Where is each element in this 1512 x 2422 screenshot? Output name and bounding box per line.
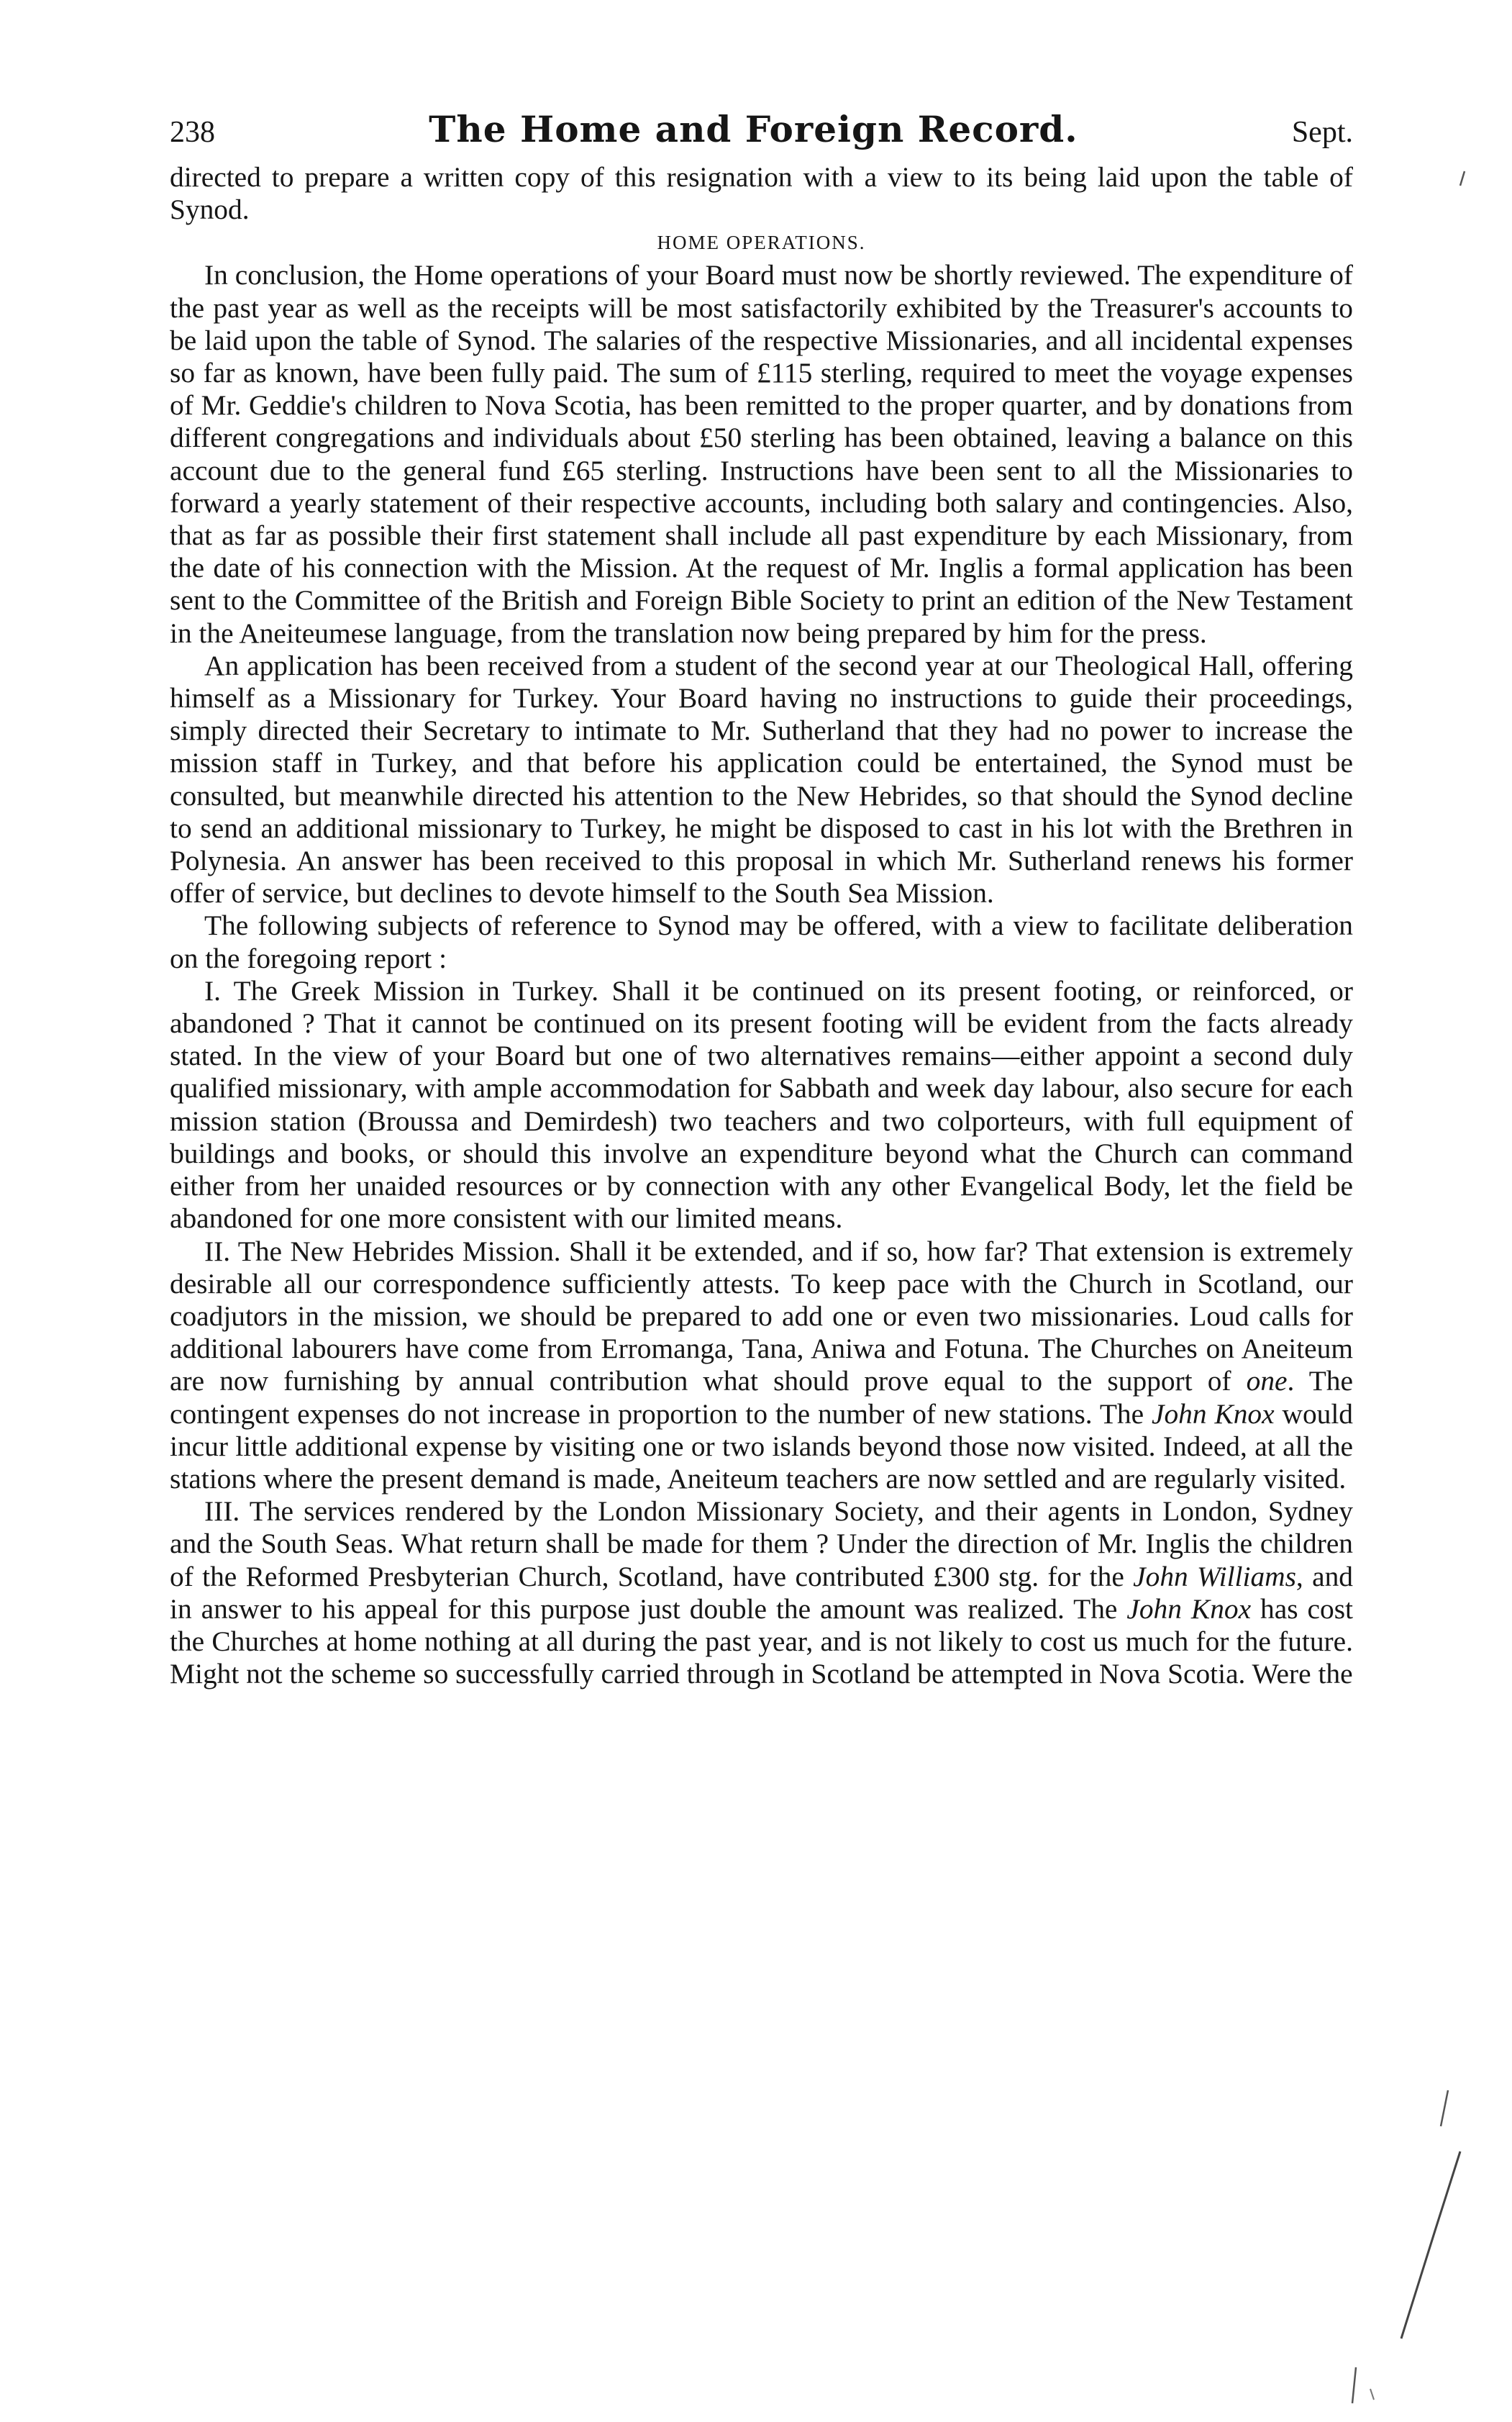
paragraph-references-intro: The following subjects of reference to Synod may be offered, with a view to facilitate deliberation on the foregoing report : xyxy=(170,910,1353,974)
pencil-stroke xyxy=(1441,2090,1448,2126)
paragraph-home-operations: In conclusion, the Home operations of your Board must now be shortly reviewed. The expenditure of the past year as well as the receipts will be most satisfactorily exhibited by the Treasurer's accounts to be laid upon the table of Synod. The salaries of the respective Missionaries, and all incidental expenses so far as known, have been fully paid. The sum of £115 sterling, required to meet the voyage expenses of Mr. Geddie's children to Nova Scotia, has been remitted to the proper quarter, and by donations from different congregations and individuals about £50 sterling has been obtained, leaving a balance on this account due to the general fund £65 sterling. Instructions have been sent to all the Missionaries to forward a yearly statement of their respective accounts, including both salary and contingencies. Also, that as far as possible their first statement shall include all past expenditure by each Missionary, from the date of his connection with the Mission. At the request of Mr. Inglis a formal application has been sent to the Committee of the British and Foreign Bible Society to print an edition of the New Testament in the Aneiteumese language, from the translation now being prepared by him for the press. xyxy=(170,259,1353,649)
text-run: . The contingent expenses do not increase in proportion to the number of new stations. The xyxy=(170,1365,1353,1430)
page-number: 238 xyxy=(170,116,215,149)
pencil-stroke xyxy=(1370,2389,1374,2400)
section-heading: HOME OPERATIONS. xyxy=(657,232,866,254)
pencil-stroke xyxy=(1401,2151,1460,2339)
text-run: III. The services rendered by the London Missionary Society, and their agents in London, Sydney and the South Seas. What return shall be made for them ? Under the direction of Mr. Inglis the children of the Reformed Presbyterian Church, Scotland, have contributed £300 stg. for the xyxy=(170,1495,1353,1592)
pencil-stroke xyxy=(1352,2367,1356,2403)
ship-name: John Knox xyxy=(1151,1397,1275,1430)
paragraph-resignation: directed to prepare a written copy of this resignation with a view to its being laid upon the table of Synod. xyxy=(170,161,1353,226)
paragraph-greek-mission: I. The Greek Mission in Turkey. Shall it be continued on its present footing, or reinforced, or abandoned ? That it cannot be continued on its present footing will be evident from the facts already stated. In the view of your Board but one of two alternatives remains—either appoint a second duly qualified missionary, with ample accommodation for Sabbath and week day labour, also secure for each mission station (Broussa and Demirdesh) two teachers and two colporteurs, with full equipment of buildings and books, or should this involve an expenditure beyond what the Church can command either from her unaided resources or by connection with any other Evangelical Body, let the field be abandoned for one more consistent with our limited means. xyxy=(170,974,1353,1235)
text-run: has cost the Churches at home nothing at all during the past year, and is not likely to cost us much for the future. Might not the scheme so successfully carried through in Scotland be attempted in Nova Scotia. Were the xyxy=(170,1592,1353,1690)
pencil-stroke xyxy=(1460,171,1465,186)
paragraph-application: An application has been received from a student of the second year at our Theological Hall, offering himself as a Missionary for Turkey. Your Board having no instructions to guide their proceedings, simply directed their Secretary to intimate to Mr. Sutherland that they had no power to increase the mission staff in Turkey, and that before his application could be entertained, the Synod must be consulted, but meanwhile directed his attention to the New Hebrides, so that should the Synod decline to send an additional missionary to Turkey, he might be disposed to cast in his lot with the Brethren in Polynesia. An answer has been received to this proposal in which Mr. Sutherland renews his former offer of service, but declines to devote himself to the South Sea Mission. xyxy=(170,649,1353,910)
journal-title: The Home and Foreign Record. xyxy=(429,108,1078,150)
text-run: II. The New Hebrides Mission. Shall it be extended, and if so, how far? That extension is extremely desirable all our correspondence sufficiently attests. To keep pace with the Church in Scotland, our coadjutors in the mission, we should be prepared to add one or even two missionaries. Loud calls for additional labourers have come from Erromanga, Tana, Aniwa and Fotuna. The Churches on Aneiteum are now furnishing by annual contribution what should prove equal to the support of xyxy=(170,1235,1353,1397)
ship-name: John Knox xyxy=(1126,1592,1252,1625)
issue-month: Sept. xyxy=(1291,116,1353,149)
ship-name: John Williams xyxy=(1133,1560,1296,1592)
italic-word: one xyxy=(1246,1365,1288,1397)
text-run: would incur little additional expense by visiting one or two islands beyond those now visited. Indeed, at all the stations where the present demand is made, Aneiteum teachers are now settled and are regularly visited. xyxy=(170,1397,1353,1495)
text-run: , and in answer to his appeal for this purpose just double the amount was realized. The xyxy=(170,1560,1353,1625)
